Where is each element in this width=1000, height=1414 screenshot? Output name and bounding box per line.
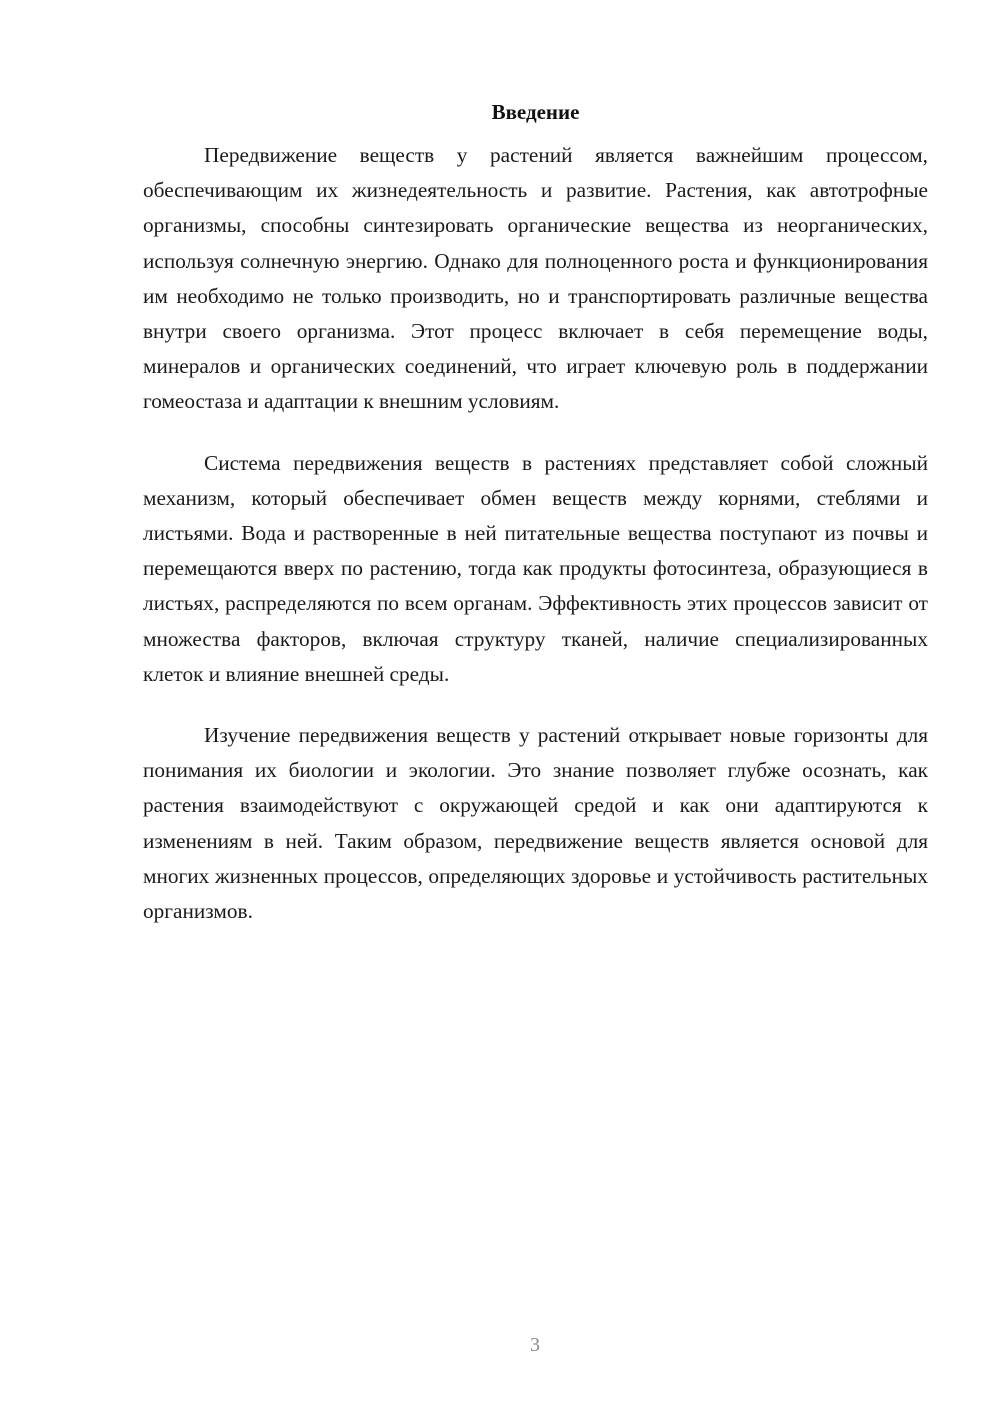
paragraph-2: Система передвижения веществ в растениях представляет собой сложный механизм, который обеспечивает обмен веществ между корнями, стеблями и листьями. Вода и растворенные в ней питательные вещества поступают из почвы и перемещаются вверх по растению, тогда как продукты фотосинтеза, образующиеся в листьях, распределяются по всем органам. Эффективность этих процессов зависит от множества факторов, включая структуру тканей, наличие специализированных клеток и влияние внешней среды. bbox=[143, 450, 928, 686]
section-title: Введение bbox=[491, 100, 580, 124]
page-content bbox=[143, 95, 928, 955]
paragraph-1: Передвижение веществ у растений является важнейшим процессом, обеспечивающим их жизнедеятельность и развитие. Растения, как автотрофные организмы, способны синтезировать органические вещества из неорганических, используя солнечную энергию. Однако для полноценного роста и функционирования им необходимо не только производить, но и транспортировать различные вещества внутри своего организма. Этот процесс включает в себя перемещение воды, минералов и органических соединений, что играет ключевую роль в поддержании гомеостаза и адаптации к внешним условиям. bbox=[143, 143, 928, 414]
paragraph-3: Изучение передвижения веществ у растений открывает новые горизонты для понимания их биологии и экологии. Это знание позволяет глубже осознать, как растения взаимодействуют с окружающей средой и как они адаптируются к изменениям в ней. Таким образом, передвижение веществ является основой для многих жизненных процессов, определяющих здоровье и устойчивость растительных организмов. bbox=[143, 723, 928, 924]
page-number: 3 bbox=[530, 1334, 540, 1356]
